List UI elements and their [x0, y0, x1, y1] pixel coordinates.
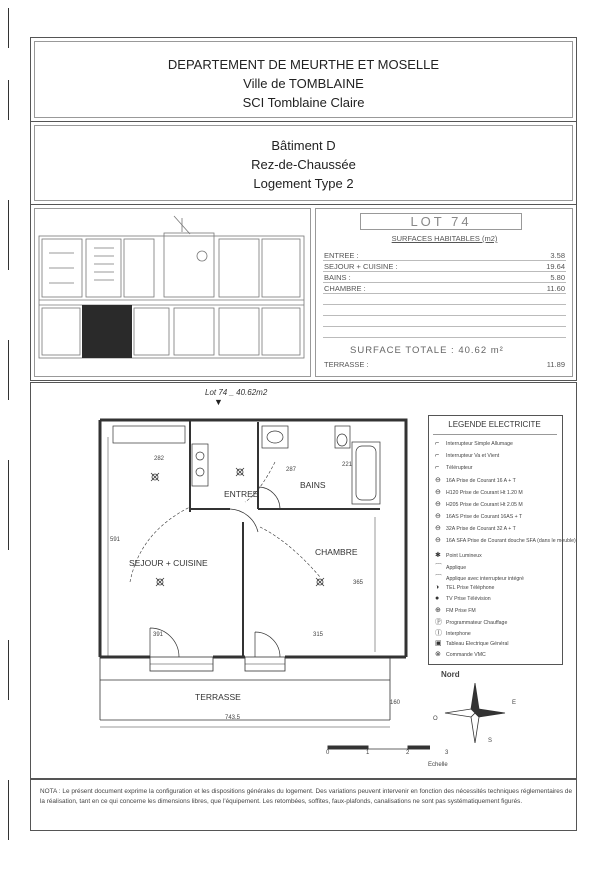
binder-mark [8, 780, 9, 840]
lot-caption: Lot 74 _ 40.62m2 [205, 388, 268, 397]
legend-title: LEGENDE ELECTRICITE [448, 420, 541, 429]
legend-item: ✱ Point Lumineux [435, 552, 482, 559]
lot-highlight [82, 305, 132, 358]
city-title: Ville de TOMBLAINE [243, 76, 364, 91]
room-sejour: SEJOUR + CUISINE [129, 558, 208, 568]
building-box [30, 121, 577, 205]
compass-south: S [488, 738, 493, 744]
scale-tick: 0 [326, 750, 330, 756]
scale-tick: 3 [445, 750, 449, 756]
legend-item: ⊖ H205 Prise de Courant Ht 2.05 M [435, 501, 523, 508]
dim-label: 315 [313, 632, 324, 638]
floor-title: Rez-de-Chaussée [251, 157, 356, 172]
lot-number: LOT 74 [360, 213, 522, 230]
compass-north: Nord [441, 670, 460, 679]
surface-row: SEJOUR + CUISINE : 19.64 [324, 262, 565, 271]
surface-row-empty [323, 306, 566, 316]
type-title: Logement Type 2 [253, 176, 354, 191]
legend-item: ◑ TEL Prise Téléphone [435, 584, 495, 591]
binder-mark [8, 80, 9, 120]
binder-mark [8, 640, 9, 700]
surface-total: SURFACE TOTALE : 40.62 m² [350, 345, 504, 356]
department-title: DEPARTEMENT DE MEURTHE ET MOSELLE [167, 57, 440, 72]
surface-row-empty [323, 317, 566, 327]
compass-rose-icon [440, 678, 510, 748]
compass-west: O [433, 716, 438, 722]
legend-item: ⊖ 16AS Prise de Courant 16AS + T [435, 513, 523, 520]
legend-item: ⌐ Télérupteur [435, 464, 473, 471]
surfaces-subtitle: SURFACES HABITABLES (m2) [391, 234, 498, 243]
surface-row: BAINS : 5.80 [324, 273, 565, 282]
scale-tick: 2 [406, 750, 410, 756]
surface-row: CHAMBRE : 11.60 [324, 284, 565, 293]
dim-label: 365 [353, 580, 364, 586]
legend-item: ⊖ 16A Prise de Courant 16 A + T [435, 477, 516, 484]
disclaimer-note: NOTA : Le présent document exprime la configuration et les dispositions générales du logement. Des variations peuvent intervenir en fonction des nécessités techniques réglementaires de la réalisation, tant en ce qui concerne les dimensions libres, que l'équipement. Les retombées, soffites, faux-plafonds, canalisations ne sont pas systématiquement figurés. [40, 788, 572, 805]
dim-label: 287 [286, 467, 297, 473]
room-bains: BAINS [300, 480, 326, 490]
entrance-arrow-icon: ▼ [214, 397, 223, 407]
building-title: Bâtiment D [271, 138, 336, 153]
legend-item: ● TV Prise Télévision [435, 595, 491, 602]
terrace-row: TERRASSE : 11.89 [324, 360, 565, 369]
surface-row-empty [323, 295, 566, 305]
legend-item: ⊖ 32A Prise de Courant 32 A + T [435, 525, 516, 532]
keyplan-drawing [34, 208, 309, 375]
binder-mark [8, 460, 9, 550]
surface-row: ENTREE : 3.58 [324, 251, 565, 260]
sci-title: SCI Tomblaine Claire [242, 95, 365, 110]
dim-label: 591 [110, 537, 121, 543]
dim-label: 391 [153, 632, 164, 638]
dim-label: 221 [342, 462, 353, 468]
scale-tick: 1 [366, 750, 370, 756]
legend-item: ⊖ H120 Prise de Courant Ht 1.20 M [435, 489, 523, 496]
scale-label: Echelle [428, 762, 448, 768]
legend-item: ⌒ Applique [435, 564, 467, 571]
room-entree: ENTREE [224, 489, 259, 499]
room-terrasse: TERRASSE [195, 692, 241, 702]
binder-mark [8, 340, 9, 400]
legend-item: Ⓟ Programmateur Chauffage [435, 619, 508, 626]
binder-mark [8, 200, 9, 270]
header-box [30, 37, 577, 122]
legend-item: Ⓘ Interphone [435, 630, 471, 637]
legend-item: ⊖ 16A SFA Prise de Courant douche SFA (dans le meuble) [435, 537, 576, 544]
legend-item: ⌐ Interrupteur Simple Allumage [435, 440, 513, 447]
surface-row-empty [323, 328, 566, 338]
binder-mark [8, 8, 9, 48]
room-chambre: CHAMBRE [315, 547, 358, 557]
dim-label: 282 [154, 456, 165, 462]
legend-item: ⊗ Commande VMC [435, 651, 486, 658]
legend-item: ⌐ Interrupteur Va et Vient [435, 452, 500, 459]
legend-item: ▣ Tableau Electrique Général [435, 640, 509, 647]
legend-item: ⊕ FM Prise FM [435, 607, 476, 614]
dim-label: 160 [390, 700, 401, 706]
dim-label: 743.5 [225, 715, 241, 721]
legend-item: ⌒ Applique avec interrupteur intégré [435, 575, 524, 582]
compass-east: E [512, 700, 517, 706]
